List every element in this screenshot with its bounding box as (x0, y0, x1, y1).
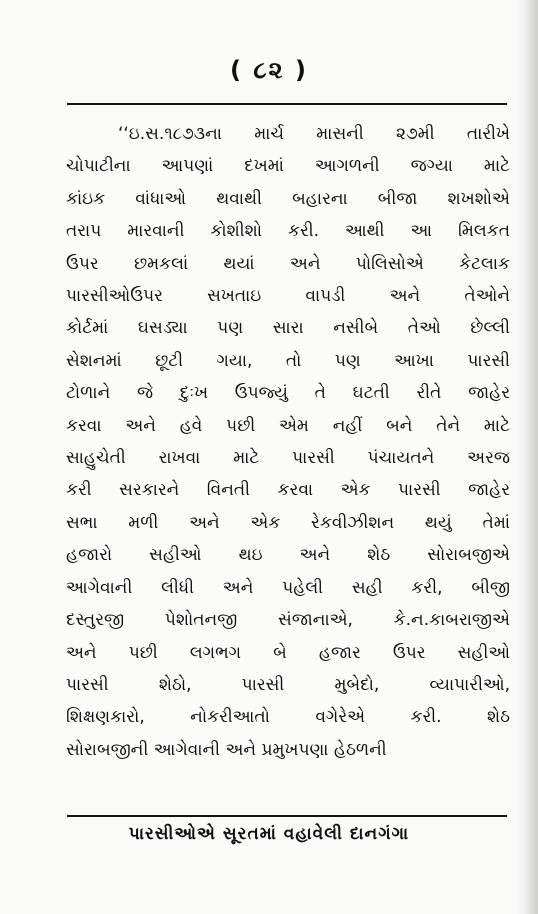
text-line: પારસીઓઉપર સખતાઇ વાપડી અને તેઓને (66, 286, 510, 307)
text-line: ઉપર છમકલાં થયાં અને પોલિસોએ કેટલાક (66, 253, 510, 274)
text-line: આગેવાની લીધી અને પહેલી સહી કરી, બીજી (66, 577, 510, 598)
text-line: ટોળાને જે દુઃખ ઉપજ્યું તે ઘટતી રીતે જાહેર (66, 383, 510, 404)
text-line: તરાપ મારવાની કોશીશો કરી. આથી આ મિલકત (66, 221, 510, 242)
bottom-rule (67, 815, 507, 817)
text-line: શિક્ષણકારો, નોકરીઆતો વગેરેએ કરી. શેઠ (66, 707, 510, 728)
text-line: સાહુચેતી રાખવા માટે પારસી પંચાયતને અરજ (66, 448, 510, 469)
text-line: કરી સરકારને વિનતી કરવા એક પારસી જાહેર (66, 480, 510, 501)
running-footer-title: પારસીઓએ સૂરતમાં વહાવેલી દાનગંગા (128, 824, 410, 844)
text-line: અને પછી લગભગ બે હજાર ઉપર સહીઓ (66, 642, 510, 663)
body-paragraph (66, 118, 510, 766)
text-line: સેશનમાં છૂટી ગયા, તો પણ આખા પારસી (66, 350, 510, 371)
text-line: સભા મળી અને એક રેકવીઝીશન થયું તેમાં (66, 512, 510, 533)
text-line: ‘‘ઇ.સ.૧૮૭૩ના માર્ચ માસની ૨૭મી તારીખે (118, 124, 510, 144)
text-line: કાંઇક વાંધાઓ થવાથી બહારના બીજા શખશોએ (66, 188, 510, 209)
text-line: કોર્ટમાં ઘસડ્યા પણ સારા નસીબે તેઓ છેલ્લી (66, 318, 510, 339)
text-line: કરવા અને હવે પછી એમ નહીં બને તેને માટે (66, 415, 510, 436)
text-line: સોરાબજીની આગેવાની અને પ્રમુખપણા હેઠળની (66, 739, 387, 760)
text-line: દસ્તુરજી પેશોતનજી સંજાનાએ, કે.ન.કાબરાજીએ (66, 610, 510, 631)
page-number: ( ૮૨ ) (230, 56, 308, 84)
binding-shadow (516, 0, 538, 914)
top-rule (67, 103, 507, 105)
text-line: ચોપાટીના આપણાં દખમાં આગળની જગ્યા માટે (66, 156, 510, 177)
text-line: હજારો સહીઓ થઇ અને શેઠ સોરાબજીએ (66, 545, 510, 566)
text-line: પારસી શેઠો, પારસી મુબેદો, વ્યાપારીઓ, (66, 674, 510, 695)
